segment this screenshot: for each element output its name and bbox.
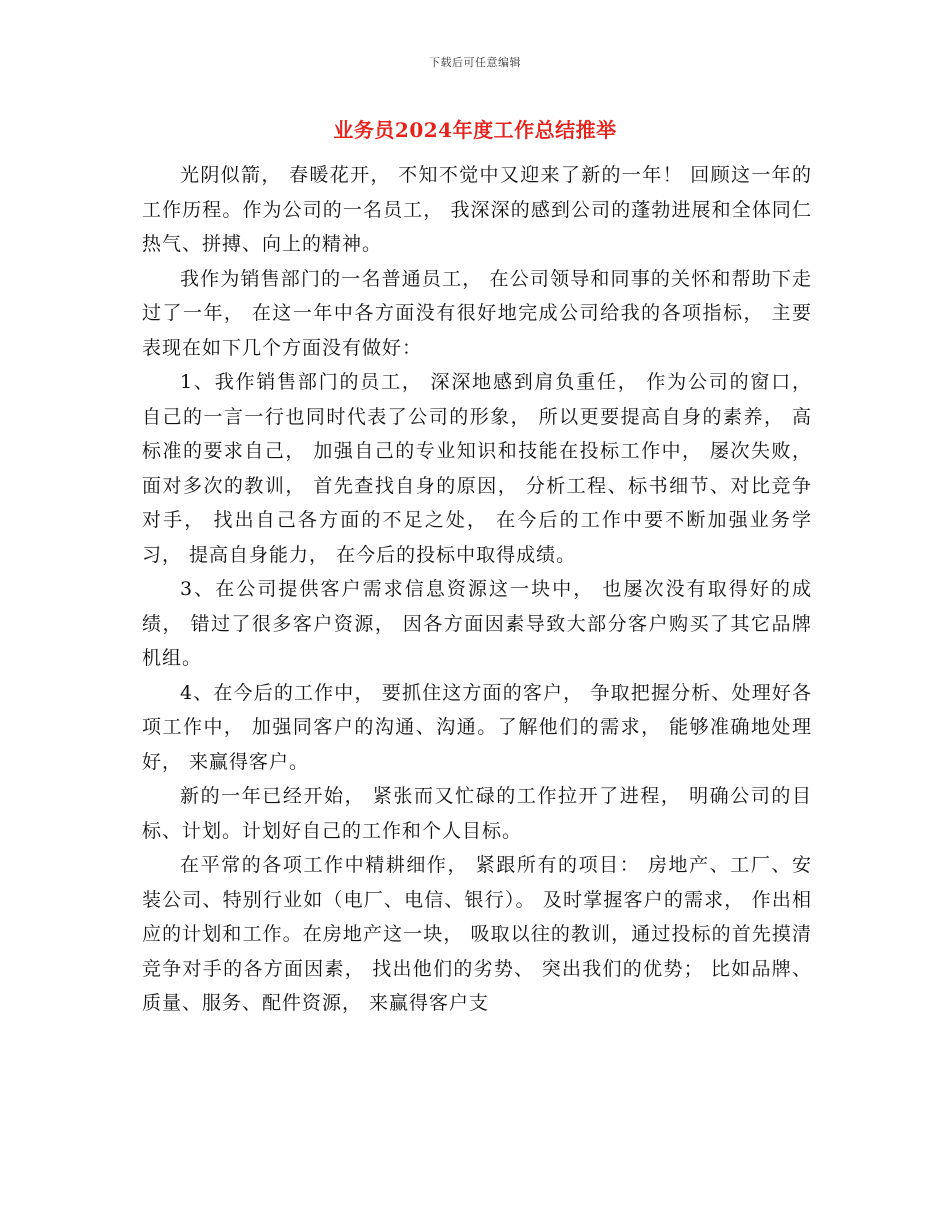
paragraph-point-4: 4、在今后的工作中， 要抓住这方面的客户， 争取把握分析、处理好各项工作中， 加强同客户的沟通、沟通。了解他们的需求， 能够准确地处理好， 来赢得客户。 <box>142 681 812 773</box>
document-title: 业务员2024年度工作总结推举 <box>333 118 617 142</box>
paragraph-daily-work: 在平常的各项工作中精耕细作， 紧跟所有的项目： 房地产、工厂、安装公司、特别行业如（电厂、电信、银行）。 及时掌握客户的需求， 作出相应的计划和工作。在房地产这一块， 吸取以往的教训，通过投标的首先摸清竞争对手的各方面因素， 找出他们的劣势、 突出我们的优势； 比如品牌、质量、服务、配件资源， 来赢得客户支 <box>142 854 812 1014</box>
document-body <box>142 158 812 1021</box>
paragraph-point-3: 3、在公司提供客户需求信息资源这一块中， 也屡次没有取得好的成绩， 错过了很多客户资源， 因各方面因素导致大部分客户购买了其它品牌机组。 <box>142 578 812 669</box>
paragraph-point-1: 1、我作销售部门的员工， 深深地感到肩负重任， 作为公司的窗口， 自己的一言一行也同时代表了公司的形象， 所以更要提高自身的素养， 高标准的要求自己， 加强自己的专业知识和技能在投标工作中， 屡次失败， 面对多次的教训， 首先查找自身的原因， 分析工程、标书细节、对比竞争对手， 找出自己各方面的不足之处， 在今后的工作中要不断加强业务学习， 提高自身能力， 在今后的投标中取得成绩。 <box>142 371 812 566</box>
paragraph-self-review: 我作为销售部门的一名普通员工， 在公司领导和同事的关怀和帮助下走过了一年， 在这一年中各方面没有很好地完成公司给我的各项指标， 主要表现在如下几个方面没有做好： <box>142 267 812 359</box>
header-note: 下载后可任意编辑 <box>429 56 521 69</box>
paragraph-new-year: 新的一年已经开始， 紧张而又忙碌的工作拉开了进程， 明确公司的目标、计划。计划好自己的工作和个人目标。 <box>142 785 812 842</box>
paragraph-intro: 光阴似箭， 春暖花开， 不知不觉中又迎来了新的一年！ 回顾这一年的工作历程。作为公司的一名员工， 我深深的感到公司的蓬勃进展和全体同仁热气、拼搏、向上的精神。 <box>142 164 812 255</box>
